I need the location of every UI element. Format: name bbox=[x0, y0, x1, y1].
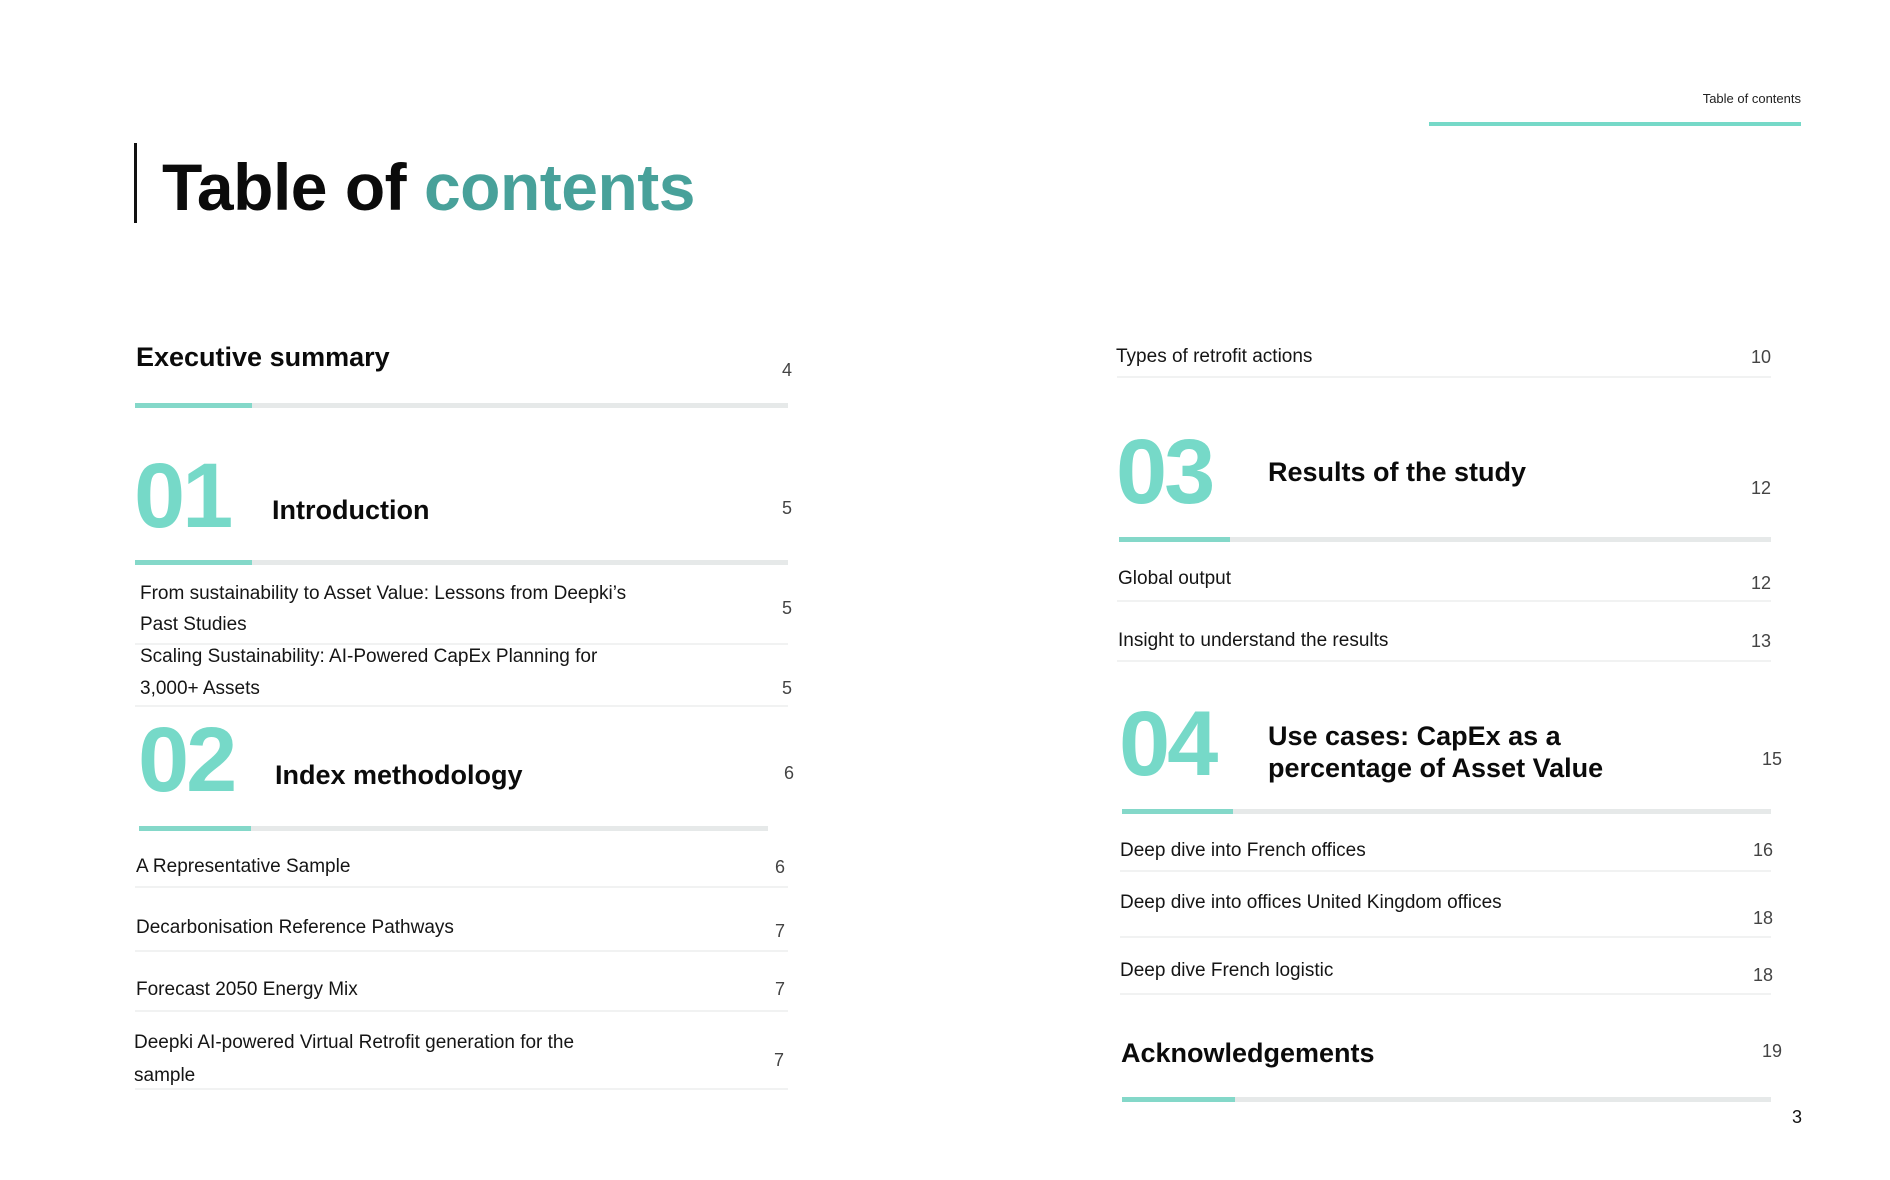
subentry-line1: Scaling Sustainability: AI-Powered CapEx Planning for bbox=[140, 646, 598, 667]
page-number: 12 bbox=[1750, 478, 1771, 498]
title-part2: contents bbox=[423, 150, 695, 224]
divider bbox=[135, 705, 788, 707]
page-number: 18 bbox=[1752, 965, 1773, 985]
toc-subentry[interactable]: Deep dive French logistic bbox=[1120, 960, 1334, 981]
page-number: 16 bbox=[1752, 840, 1773, 860]
toc-subentry[interactable]: Global output bbox=[1118, 568, 1232, 589]
divider bbox=[1117, 660, 1771, 662]
toc-entry-results-of-the-study[interactable]: Results of the study bbox=[1268, 457, 1527, 487]
toc-subentry[interactable]: Decarbonisation Reference Pathways bbox=[136, 917, 454, 938]
page-number: 7 bbox=[773, 1050, 784, 1070]
toc-entry-index-methodology[interactable]: Index methodology bbox=[275, 760, 523, 790]
subentry-line1: From sustainability to Asset Value: Lessons from Deepki’s bbox=[140, 583, 627, 604]
toc-subentry[interactable]: Deep dive into French offices bbox=[1120, 840, 1366, 861]
divider bbox=[1120, 936, 1771, 938]
page-number: 4 bbox=[781, 360, 792, 380]
header-accent-bar bbox=[1429, 122, 1801, 126]
divider bbox=[1120, 993, 1771, 995]
divider bbox=[1117, 600, 1771, 602]
title-part1: Table of bbox=[162, 150, 424, 224]
toc-subentry[interactable]: Insight to understand the results bbox=[1118, 630, 1389, 651]
page-number: 6 bbox=[783, 763, 794, 783]
subentry-line2: 3,000+ Assets bbox=[140, 678, 260, 699]
section-number-03: 03 bbox=[1116, 421, 1213, 523]
section-title-line1: Use cases: CapEx as a bbox=[1268, 721, 1561, 751]
divider bbox=[135, 1088, 788, 1090]
page-number: 5 bbox=[781, 678, 792, 698]
page-number: 5 bbox=[781, 598, 792, 618]
divider bbox=[135, 1010, 788, 1012]
section-bar bbox=[1122, 809, 1771, 814]
toc-entry-acknowledgements[interactable]: Acknowledgements bbox=[1121, 1038, 1375, 1068]
page-number: 7 bbox=[774, 921, 785, 941]
toc-entry-introduction[interactable]: Introduction bbox=[272, 495, 430, 525]
section-bar bbox=[1119, 537, 1771, 542]
toc-subentry[interactable]: Types of retrofit actions bbox=[1116, 346, 1313, 367]
footer-page-number: 3 bbox=[1791, 1107, 1802, 1127]
subentry-line2: Past Studies bbox=[140, 614, 247, 635]
section-bar bbox=[135, 403, 788, 408]
divider bbox=[1117, 376, 1771, 378]
subentry-line1: Deepki AI-powered Virtual Retrofit generation for the bbox=[134, 1032, 575, 1053]
page-number: 10 bbox=[1750, 347, 1771, 367]
subentry-line2: sample bbox=[134, 1065, 196, 1086]
page-number: 19 bbox=[1761, 1041, 1782, 1061]
title-rule bbox=[134, 143, 137, 223]
toc-subentry[interactable]: A Representative Sample bbox=[136, 856, 351, 877]
divider bbox=[135, 886, 788, 888]
section-bar bbox=[1122, 1097, 1771, 1102]
divider bbox=[1120, 870, 1771, 872]
page-number: 5 bbox=[781, 498, 792, 518]
section-bar bbox=[139, 826, 768, 831]
page-number: 12 bbox=[1750, 573, 1771, 593]
page-number: 6 bbox=[774, 857, 785, 877]
page-number: 15 bbox=[1761, 749, 1782, 769]
section-number-02: 02 bbox=[138, 709, 235, 811]
section-number-04: 04 bbox=[1119, 693, 1216, 795]
toc-subentry[interactable]: Deep dive into offices United Kingdom offices bbox=[1120, 892, 1502, 913]
section-title-line2: percentage of Asset Value bbox=[1268, 753, 1604, 783]
page-number: 13 bbox=[1750, 631, 1771, 651]
page-number: 7 bbox=[774, 979, 785, 999]
divider bbox=[135, 950, 788, 952]
toc-subentry[interactable]: Forecast 2050 Energy Mix bbox=[136, 979, 358, 1000]
divider bbox=[135, 643, 788, 645]
section-bar bbox=[135, 560, 788, 565]
page-number: 18 bbox=[1752, 908, 1773, 928]
toc-entry-executive-summary[interactable]: Executive summary bbox=[136, 342, 390, 372]
section-number-01: 01 bbox=[134, 445, 231, 547]
page-title bbox=[162, 150, 695, 224]
running-header: Table of contents bbox=[1702, 91, 1801, 106]
